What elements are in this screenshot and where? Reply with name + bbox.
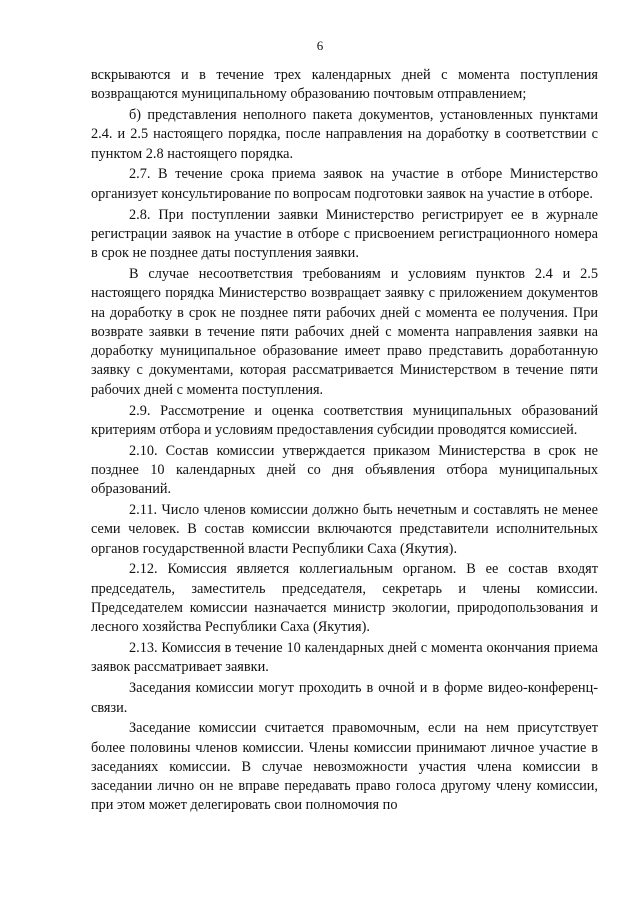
paragraph-subitem-b: б) представления неполного пакета документов, установленных пунктами 2.4. и 2.5 настоящего порядка, после направления на доработку в соответствии с пунктом 2.8 настоящего порядка. bbox=[91, 107, 598, 162]
paragraph-2-12: 2.12. Комиссия является коллегиальным органом. В ее состав входят председатель, заместитель председателя, секретарь и члены комиссии. Председателем комиссии назначается министр экологии, природопользования и лесного хозяйства Республики Саха (Якутия). bbox=[91, 561, 598, 636]
paragraph-2-8: 2.8. При поступлении заявки Министерство регистрирует ее в журнале регистрации заявок на участие в отборе с присвоением регистрационного номера в срок не позднее даты поступления заявки. bbox=[91, 206, 598, 262]
paragraph-2-13: 2.13. Комиссия в течение 10 календарных дней с момента окончания приема заявок рассматривает заявки. bbox=[91, 640, 598, 676]
paragraph-2-10: 2.10. Состав комиссии утверждается приказом Министерства в срок не позднее 10 календарных дней со дня объявления отбора муниципальных образований. bbox=[91, 442, 598, 498]
paragraph-meeting-format: Заседания комиссии могут проходить в очной и в форме видео-конференц-связи. bbox=[91, 680, 598, 716]
page-number: 6 bbox=[316, 38, 324, 53]
paragraph-2-9: 2.9. Рассмотрение и оценка соответствия муниципальных образований критериям отбора и условиям предоставления субсидии проводятся комиссией. bbox=[91, 402, 598, 438]
paragraph-2-8-return: В случае несоответствия требованиям и условиям пунктов 2.4 и 2.5 настоящего порядка Министерство возвращает заявку с приложением документов на доработку в срок не позднее пяти рабочих дней с момента ее получения. При возврате заявки в течение пяти рабочих дней с момента направления заявки на доработку муниципальное образование имеет право представить доработанную заявку с документами, которая рассматривается Министерством в течение пяти рабочих дней с момента поступления. bbox=[91, 265, 598, 398]
paragraph-2-7: 2.7. В течение срока приема заявок на участие в отборе Министерство организует консультирование по вопросам подготовки заявок на участие в отборе. bbox=[91, 166, 598, 202]
paragraph-2-11: 2.11. Число членов комиссии должно быть нечетным и составлять не менее семи человек. В состав комиссии включаются представители исполнительных органов государственной власти Республики Саха (Якутия). bbox=[91, 502, 598, 557]
paragraph-continuation: вскрываются и в течение трех календарных дней с момента поступления возвращаются муниципальному образованию почтовым отправлением; bbox=[91, 67, 598, 103]
document-body bbox=[91, 66, 598, 817]
paragraph-quorum: Заседание комиссии считается правомочным, если на нем присутствует более половины членов комиссии. Члены комиссии принимают личное участие в заседаниях комиссии. В случае невозможности участия члена комиссии в заседании лично он не вправе передавать право голоса другому члену комиссии, при этом может делегировать свои полномочия по bbox=[91, 720, 598, 814]
